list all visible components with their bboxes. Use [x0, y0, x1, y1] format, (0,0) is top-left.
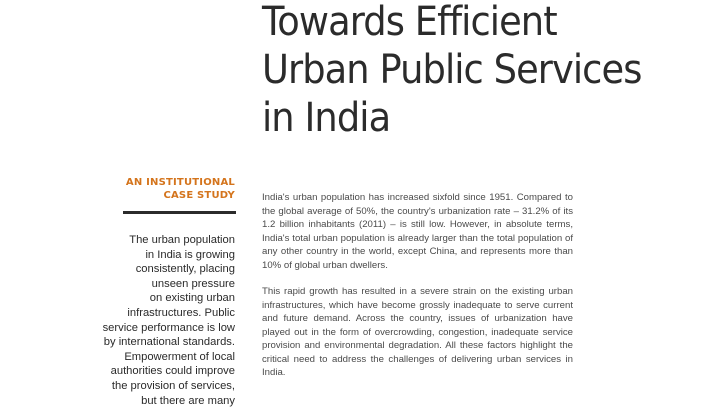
summary-line: by international standards. — [103, 336, 235, 349]
page-title — [262, 0, 641, 142]
summary-line: on existing urban — [149, 292, 235, 305]
summary-line: but there are many — [141, 394, 235, 407]
summary-line: consistently, placing — [135, 263, 235, 276]
summary-line: service performance is low — [102, 321, 235, 334]
kicker-line: AN INSTITUTIONAL — [125, 177, 235, 188]
summary-line: unseen pressure — [151, 277, 235, 290]
summary-line: authorities could improve — [110, 365, 235, 378]
summary-line: infrastructures. Public — [127, 306, 235, 319]
section-kicker — [118, 176, 235, 202]
body-paragraph: This rapid growth has resulted in a severe strain on the existing urban infrastructures, which have become grossly inadequate to serve current and future demand. Across the country, issues of urbanization have played out in the form of overcrowding, congestion, inadequate service provision and environmental degradation. All these factors highlight the critical need to address the challenges of delivering urban services in India. — [262, 286, 573, 378]
title-line: Urban Public Services — [262, 47, 642, 93]
kicker-line: CASE STUDY — [163, 190, 235, 201]
body-paragraph: India's urban population has increased sixfold since 1951. Compared to the global average of 50%, the country's urbanization rate – 31.2% of its 1.2 billion inhabitants (2011) – is still low. However, in absolute terms, India's total urban population is already larger than the total population of any other country in the world, except China, and represents more than 10% of global urban dwellers. — [262, 192, 573, 271]
title-line: Towards Efficient — [262, 0, 557, 45]
article-body — [262, 191, 573, 380]
summary-line: in India is growing — [145, 248, 235, 261]
kicker-divider — [123, 211, 236, 214]
summary-line: the provision of services, — [111, 379, 235, 392]
summary-line: The urban population — [129, 234, 235, 246]
title-line: in India — [262, 95, 391, 141]
sidebar-summary — [92, 233, 235, 408]
summary-line: Empowerment of local — [124, 350, 235, 363]
